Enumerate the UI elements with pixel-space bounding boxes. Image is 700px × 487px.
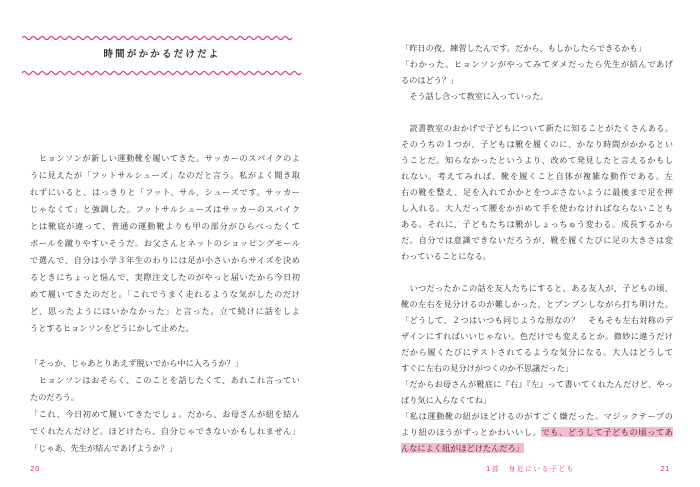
body-line: し入れる。大人だって腰をかがめて手を使わなければならないことも bbox=[401, 203, 673, 213]
body-line: うとするヒョンソンをどうにかして止めた。 bbox=[30, 323, 194, 334]
body-line: 右の靴を整え、足を入れてかかとをつぶさないように最後まで足を押 bbox=[401, 187, 673, 197]
body-line: 靴の左右を見分けるのが難しかった、とプンプンしながら打ち明けた。 bbox=[401, 299, 673, 309]
body-line: うことだ。知らなかったというより、改めて発見したと言えるかもし bbox=[401, 155, 673, 165]
blank-line bbox=[401, 104, 673, 120]
body-line: れない。考えてみれば、靴を履くこと自体が複雑な動作である。左 bbox=[401, 171, 673, 181]
blank-line bbox=[30, 338, 300, 355]
body-line: 「これ、今日初めて履いてきたでしょ。だから、お母さんが紐を結ん bbox=[30, 408, 300, 419]
title-wave-top bbox=[22, 34, 302, 42]
body-line: ボールを蹴りやすいそうだ。お父さんとネットのショッピングモール bbox=[30, 237, 300, 248]
body-line: だから履くたびにテストされてるような気分になる。大人はどうして bbox=[401, 347, 673, 357]
right-body-text bbox=[401, 40, 673, 456]
blank-line bbox=[401, 264, 673, 280]
body-line: ヒョンソンが新しい運動靴を履いてきた。サッカーのスパイクのよ bbox=[30, 152, 300, 163]
right-page bbox=[350, 0, 700, 487]
body-line: わっていることになる。 bbox=[401, 251, 491, 261]
left-body-text bbox=[30, 150, 300, 458]
body-line: いつだったかこの話を友人たちにすると、ある友人が、子どもの頃、 bbox=[401, 283, 673, 293]
body-line: うに見えたが「フットサルシューズ」なのだと言う。私がよく聞き取 bbox=[30, 169, 300, 180]
body-line: じゃなくて」と強調した。フットサルシューズはサッカーのスパイク bbox=[30, 203, 300, 214]
body-line: 「昨日の夜、練習したんです。だから、もしかしたらできるかも」 bbox=[401, 43, 646, 53]
body-line-plain-segment: より紐のほうがずっとかわいいし。 bbox=[401, 427, 542, 437]
body-line: 読書教室のおかげで子どもについて新たに知ることがたくさんある。 bbox=[401, 123, 673, 133]
body-line: 「私は運動靴の紐がほどけるのがすごく嫌だった。マジックテープの bbox=[401, 411, 673, 421]
body-line-with-highlight bbox=[401, 424, 673, 440]
body-line: ある。それに、子どもたちは靴がしょっちゅう変わる。成長するから bbox=[401, 219, 673, 229]
body-line: めて履いてきたのだと。「これでうまく走れるような気がしたのだけ bbox=[30, 289, 300, 300]
body-line: で選んで、自分は小学３年生のわりには足が小さいからサイズを決め bbox=[30, 255, 300, 266]
body-line: 「じゃあ、先生が結んであげようか？」 bbox=[30, 443, 178, 454]
body-line: すぐに左右の見分けがつくのか不思議だった」 bbox=[401, 363, 573, 373]
body-line: とは靴底が違って、普通の運動靴よりも甲の部分がひらべったくて bbox=[30, 220, 300, 231]
body-line: ぱり気に入らなくてね」 bbox=[401, 395, 492, 405]
body-line: だ。自分では意識できないだろうが、靴を履くたびに足の大きさは変 bbox=[401, 235, 673, 245]
running-footer: 1部 身近にいる子ども bbox=[486, 465, 575, 473]
page-number-left: 20 bbox=[30, 465, 40, 473]
body-line: 「そっか、じゃあとりあえず脱いでから中に入ろうか？」 bbox=[30, 357, 243, 368]
body-line: 「だからお母さんが靴底に『右』『左』って書いてくれたんだけど、やっ bbox=[401, 379, 673, 389]
chapter-title: 時間がかかるだけだよ bbox=[103, 49, 221, 60]
body-line: 「わかった。ヒョンソンがやってみてダメだったら先生が結んであげ bbox=[401, 59, 673, 69]
highlighted-text: んなによく紐がほどけたんだろ」 bbox=[401, 443, 524, 453]
body-line: れずにいると、はっきりと「フット、サル、シューズです。サッカー bbox=[30, 186, 300, 197]
highlighted-text: でも、どうして子どもの頃ってあ bbox=[541, 427, 673, 437]
body-line: そう話し合って教室に入っていった。 bbox=[401, 91, 549, 101]
body-line: でくれたんだけど。ほどけたら、自分じゃできないかもしれません」 bbox=[30, 426, 300, 436]
page-number-right: 21 bbox=[660, 465, 670, 473]
body-line: 「どうして、２つはいつも同じような形なの？ そもそも左右対称のデ bbox=[401, 315, 673, 325]
body-line: たのだろう。 bbox=[30, 391, 80, 402]
body-line: そのうちの１つが、子どもは靴を履くのに、かなり時間がかかるとい bbox=[401, 139, 673, 149]
body-line: るのはどう？」 bbox=[401, 75, 459, 85]
body-line: るときにちょっと悩んで、実際注文したのがやっと届いたから今日初 bbox=[30, 272, 300, 283]
title-wave-bottom bbox=[22, 69, 302, 77]
body-line: ザインにすればいいじゃない。色だけでも変えるとか。微妙に違うだけ bbox=[401, 331, 673, 341]
body-line: ど、思ったようにはいかなかった」と言った。立て続けに話をしよ bbox=[30, 306, 300, 317]
body-line-with-highlight bbox=[401, 440, 673, 456]
body-line: ヒョンソンはおそらく、このことを話したくて、あれこれ言ってい bbox=[30, 374, 300, 385]
